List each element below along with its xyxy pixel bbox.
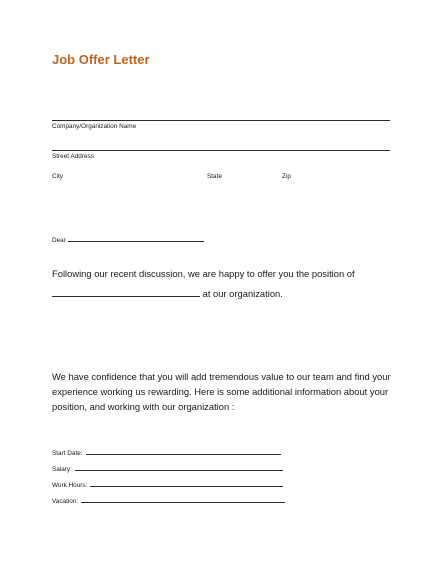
offer-paragraph xyxy=(52,266,397,301)
work-hours-label: Work Hours: xyxy=(52,482,88,489)
position-title-blank[interactable] xyxy=(52,290,200,297)
start-date-label: Start Date: xyxy=(52,450,83,457)
offer-line-1: Following our recent discussion, we are happy to offer you the position of xyxy=(52,268,355,279)
company-name-line[interactable] xyxy=(52,120,390,121)
work-hours-row xyxy=(52,481,283,489)
salary-label: Salary: xyxy=(52,466,72,473)
company-name-label: Company/Organization Name xyxy=(52,123,137,130)
offer-line-2-suffix: at our organization. xyxy=(202,288,283,299)
salary-blank[interactable] xyxy=(75,465,283,471)
letter-title: Job Offer Letter xyxy=(52,52,150,67)
vacation-label: Vacation: xyxy=(52,498,79,505)
dear-label: Dear xyxy=(52,237,66,244)
offer-line-2 xyxy=(52,286,397,301)
start-date-blank[interactable] xyxy=(86,449,281,455)
work-hours-blank[interactable] xyxy=(90,481,283,487)
recipient-name-blank[interactable] xyxy=(68,236,204,242)
street-address-line[interactable] xyxy=(52,150,390,151)
start-date-row xyxy=(52,449,281,457)
confidence-paragraph: We have confidence that you will add tremendous value to our team and find your experience working us rewarding. Here is some additional information about your position, and working with our organization : xyxy=(52,371,391,412)
greeting-row xyxy=(52,236,204,244)
street-address-label: Street Address xyxy=(52,153,94,160)
vacation-row xyxy=(52,497,285,505)
city-label: City xyxy=(52,173,64,180)
salary-row xyxy=(52,465,283,473)
vacation-blank[interactable] xyxy=(81,497,285,503)
zip-label: Zip xyxy=(282,173,291,180)
state-label: State xyxy=(207,173,222,180)
